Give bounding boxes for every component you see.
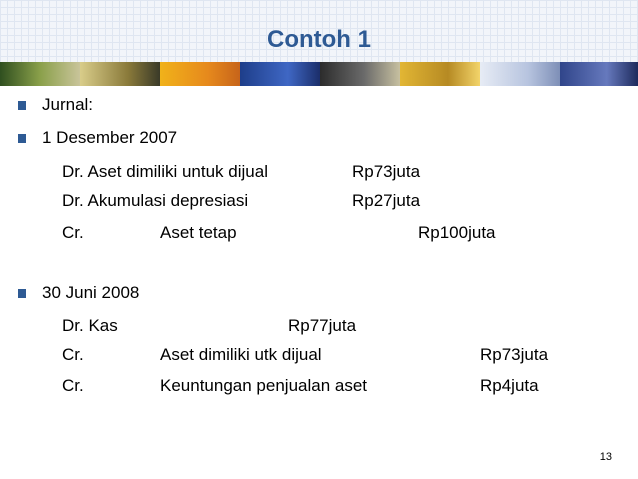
journal-debit-label: Dr. Kas: [62, 316, 118, 335]
bullet-text: 1 Desember 2007: [42, 128, 178, 147]
journal-account: Aset tetap: [160, 223, 237, 242]
page-number: 13: [599, 451, 612, 463]
banner-image-3: [160, 62, 240, 86]
banner-image-5: [320, 62, 400, 86]
bullet-square-icon: [18, 289, 26, 298]
banner-image-2: [80, 62, 160, 86]
banner-image-7: [480, 62, 560, 86]
journal-amount: Rp73juta: [352, 162, 421, 181]
header-banner: [0, 62, 638, 86]
banner-image-6: [400, 62, 480, 86]
journal-account: Aset dimiliki utk dijual: [160, 345, 322, 364]
bullet-text: 30 Juni 2008: [42, 283, 140, 302]
journal-amount: Rp100juta: [418, 223, 496, 242]
journal-credit-label: Cr.: [62, 345, 84, 364]
journal-account: Keuntungan penjualan aset: [160, 376, 368, 395]
journal-amount: Rp27juta: [352, 191, 421, 210]
bullet-text: Jurnal:: [42, 95, 94, 114]
journal-amount: Rp4juta: [480, 376, 539, 395]
banner-image-4: [240, 62, 320, 86]
bullet-square-icon: [18, 134, 26, 143]
journal-amount: Rp73juta: [480, 345, 549, 364]
journal-credit-label: Cr.: [62, 376, 84, 395]
slide-title: Contoh 1: [267, 26, 371, 53]
slide-body: [0, 86, 638, 479]
journal-debit-label: Dr. Aset dimiliki untuk dijual: [62, 162, 268, 181]
bullet-square-icon: [18, 101, 26, 110]
banner-image-8: [560, 62, 638, 86]
journal-amount: Rp77juta: [288, 316, 357, 335]
banner-image-1: [0, 62, 80, 86]
journal-credit-label: Cr.: [62, 223, 84, 242]
journal-debit-label: Dr. Akumulasi depresiasi: [62, 191, 249, 210]
